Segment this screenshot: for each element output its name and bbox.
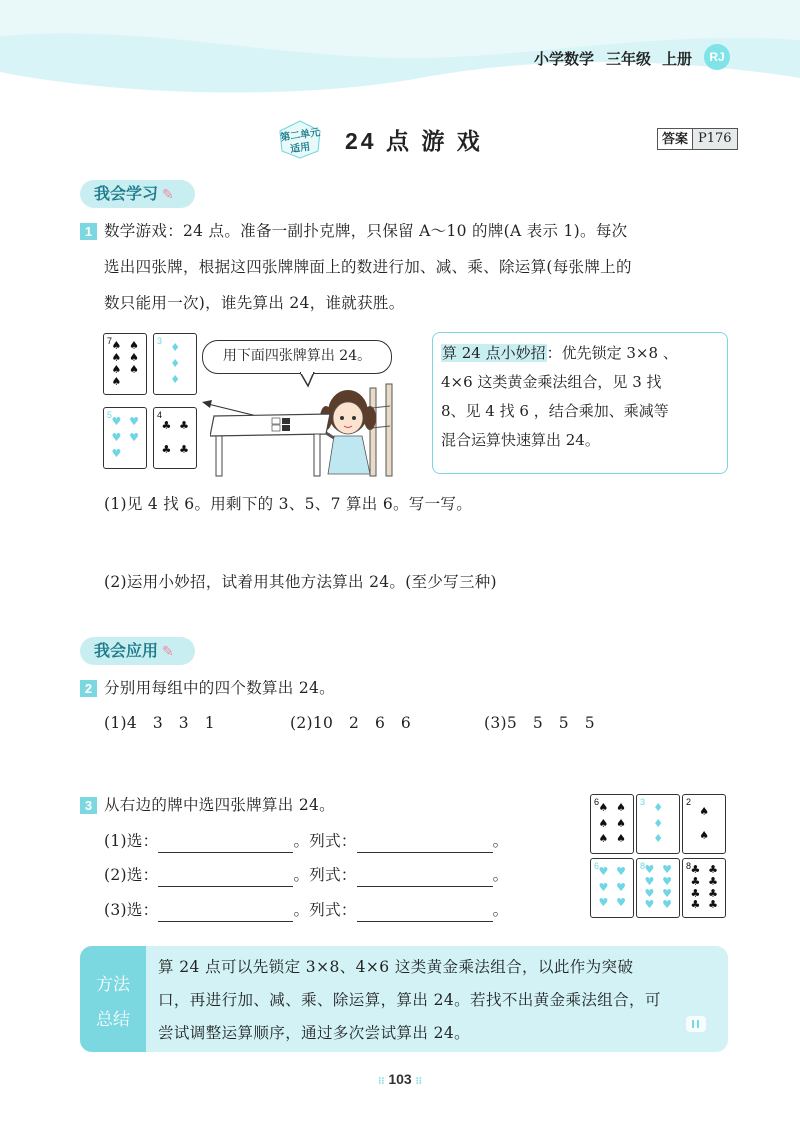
card-rank: 6 (594, 797, 600, 807)
card-rank: 8 (686, 861, 692, 871)
q3-row1-label: (1)选： (104, 832, 159, 850)
card-suit-icon: ♦ (170, 340, 181, 354)
card-suit-icon: ♣ (690, 886, 701, 900)
method-summary-text (158, 951, 722, 1050)
q2-group-3: (3)5 5 5 5 (484, 714, 595, 732)
card-rank: 3 (157, 336, 163, 346)
card-suit-icon: ♥ (598, 865, 609, 879)
playing-card (682, 858, 726, 918)
playing-card (682, 794, 726, 854)
q3-row3-end: 。 (492, 901, 509, 919)
q3-row3-label: (3)选： (104, 901, 159, 919)
pencil-icon: ✎ (162, 186, 174, 202)
question-number-1: 1 (80, 223, 97, 240)
q2-group-1: (1)4 3 3 1 (104, 714, 215, 732)
card-suit-icon: ♥ (616, 865, 626, 879)
playing-card (103, 333, 147, 395)
card-suit-icon: ♠ (616, 832, 626, 846)
section-learn (80, 180, 195, 208)
section-learn-label: 我会学习 (94, 186, 159, 203)
playing-card (103, 407, 147, 469)
card-suit-icon: ♥ (662, 886, 672, 900)
playing-card (590, 858, 634, 918)
page-number: 103 (388, 1071, 412, 1087)
card-rank: 4 (157, 410, 163, 420)
q1-sub1: (1)见 4 找 6。用剩下的 3、5、7 算出 6。写一写。 (104, 495, 472, 513)
pencil-icon: ✎ (162, 643, 174, 659)
card-suit-icon: ♣ (708, 874, 718, 888)
q3-row2-selection-field[interactable] (158, 869, 293, 887)
q2-group-2: (2)10 2 6 6 (290, 714, 412, 732)
q3-row3-formula-field[interactable] (357, 904, 493, 922)
summary-label-line2: 总结 (96, 1010, 130, 1029)
card-suit-icon: ♣ (690, 898, 701, 912)
speech-bubble: 用下面四张牌算出 24。 (202, 340, 392, 374)
q3-row2-formula-field[interactable] (357, 869, 493, 887)
card-suit-icon: ♦ (653, 832, 664, 846)
card-rank: 2 (686, 797, 692, 807)
q3-row-1 (104, 829, 508, 853)
card-suit-icon: ♦ (170, 356, 181, 370)
card-suit-icon: ♠ (129, 362, 139, 376)
q3-row1-formula-label: 。列式： (293, 832, 357, 850)
card-suit-icon: ♣ (161, 442, 172, 456)
card-suit-icon: ♦ (653, 801, 664, 815)
question-number-2: 2 (80, 680, 97, 697)
card-suit-icon: ♣ (708, 886, 718, 900)
playing-card (153, 407, 197, 469)
q3-row2-label: (2)选： (104, 866, 159, 884)
q1-text-line1: 数学游戏：24 点。准备一副扑克牌，只保留 A～10 的牌(A 表示 1)。每次 (104, 222, 628, 240)
card-suit-icon: ♣ (179, 418, 189, 432)
q3-row-2 (104, 863, 508, 887)
q1-card-group (103, 333, 203, 471)
card-suit-icon: ♣ (179, 442, 189, 456)
card-suit-icon: ♥ (644, 863, 655, 877)
card-suit-icon: ♥ (111, 430, 122, 444)
q2-prompt: 分别用每组中的四个数算出 24。 (104, 679, 335, 697)
section-apply (80, 637, 195, 665)
card-suit-icon: ♥ (644, 898, 655, 912)
card-suit-icon: ♥ (616, 896, 626, 910)
card-suit-icon: ♣ (161, 418, 172, 432)
card-suit-icon: ♣ (690, 874, 701, 888)
card-suit-icon: ♥ (598, 880, 609, 894)
q3-row3-selection-field[interactable] (158, 904, 293, 922)
card-suit-icon: ♥ (644, 874, 655, 888)
answer-reference (657, 128, 738, 150)
card-suit-icon: ♥ (616, 880, 626, 894)
card-suit-icon: ♠ (111, 374, 122, 388)
q3-card-group (590, 794, 730, 920)
card-rank: 3 (640, 797, 646, 807)
summary-line3: 尝试调整运算顺序，通过多次尝试算出 24。 (158, 1024, 471, 1042)
header-subject: 小学数学 (534, 51, 595, 68)
summary-line2: 口，再进行加、减、乘、除运算，算出 24。若找不出黄金乘法组合，可 (158, 991, 661, 1009)
method-summary-label (80, 946, 146, 1052)
card-suit-icon: ♣ (708, 863, 718, 877)
unit-seal-line2: 适用 (289, 141, 311, 156)
card-suit-icon: ♥ (644, 886, 655, 900)
q1-text-line2: 选出四张牌，根据这四张牌牌面上的数进行加、减、乘、除运算(每张牌上的 (104, 258, 632, 276)
edition-badge: RJ (704, 44, 730, 70)
card-suit-icon: ♠ (598, 801, 609, 815)
card-suit-icon: ♥ (111, 446, 122, 460)
playing-card (636, 858, 680, 918)
card-suit-icon: ♥ (662, 863, 672, 877)
answer-label: 答案 (658, 129, 692, 149)
card-suit-icon: ♠ (598, 816, 609, 830)
card-rank: 5 (107, 410, 113, 420)
unit-seal (276, 119, 324, 159)
page-title: 24 点 游 戏 (345, 128, 483, 154)
card-suit-icon: ♠ (111, 338, 122, 352)
playing-card (636, 794, 680, 854)
q3-row3-formula-label: 。列式： (293, 901, 357, 919)
card-suit-icon: ♥ (129, 414, 139, 428)
card-suit-icon: ♦ (653, 816, 664, 830)
tip-line-4: 混合运算快速算出 24。 (441, 431, 600, 449)
section-apply-label: 我会应用 (94, 643, 159, 660)
card-rank: 6 (594, 861, 600, 871)
tip-line-2: 4×6 这类黄金乘法组合，见 3 找 (441, 373, 662, 391)
card-suit-icon: ♠ (111, 350, 122, 364)
header-volume: 上册 (662, 51, 693, 68)
card-suit-icon: ♥ (598, 896, 609, 910)
card-suit-icon: ♠ (129, 338, 139, 352)
summary-label-line1: 方法 (96, 975, 130, 994)
decor-dots-left-icon: ⁝⁝ (378, 1076, 385, 1087)
unit-seal-line1: 第二单元 (279, 127, 321, 144)
card-suit-icon: ♠ (616, 801, 626, 815)
tip-line-3: 8、见 4 找 6 ，结合乘加、乘减等 (441, 402, 669, 420)
card-suit-icon: ♥ (662, 874, 672, 888)
q3-row-3 (104, 898, 508, 922)
decor-dots-right-icon: ⁝⁝ (415, 1076, 422, 1087)
card-suit-icon: ♠ (598, 832, 609, 846)
tip-title: 算 24 点小妙招 (442, 344, 546, 362)
card-suit-icon: ♠ (616, 816, 626, 830)
q3-row1-selection-field[interactable] (158, 835, 293, 853)
q3-row2-end: 。 (492, 866, 509, 884)
card-suit-icon: ♣ (708, 898, 718, 912)
question-number-3: 3 (80, 797, 97, 814)
tip-box (432, 332, 728, 474)
chat-bubble-icon (684, 1012, 710, 1038)
card-rank: 7 (107, 336, 113, 346)
q1-text-line3: 数只能用一次)，谁先算出 24，谁就获胜。 (104, 294, 405, 312)
q3-row1-formula-field[interactable] (357, 835, 493, 853)
q3-row1-end: 。 (492, 832, 509, 850)
card-suit-icon: ♣ (690, 863, 701, 877)
summary-line1: 算 24 点可以先锁定 3×8、4×6 这类黄金乘法组合，以此作为突破 (158, 958, 634, 976)
tip-line-1 (441, 339, 717, 368)
card-suit-icon: ♦ (170, 372, 181, 386)
card-suit-icon: ♥ (111, 414, 122, 428)
q3-row2-formula-label: 。列式： (293, 866, 357, 884)
card-suit-icon: ♥ (129, 430, 139, 444)
playing-card (590, 794, 634, 854)
card-suit-icon: ♥ (662, 898, 672, 912)
header-grade: 三年级 (606, 51, 652, 68)
answer-page: P176 (692, 129, 737, 149)
card-suit-icon: ♠ (699, 805, 710, 819)
card-rank: 8 (640, 861, 646, 871)
card-suit-icon: ♠ (699, 828, 710, 842)
girl-at-table-illustration (210, 378, 400, 478)
playing-card (153, 333, 197, 395)
page-number-wrapper (372, 1071, 428, 1087)
q3-prompt: 从右边的牌中选四张牌算出 24。 (104, 796, 335, 814)
card-suit-icon: ♠ (111, 362, 122, 376)
card-suit-icon: ♠ (129, 350, 139, 364)
tip-line1-text: ：优先锁定 3×8 、 (546, 344, 678, 362)
q1-sub2: (2)运用小妙招，试着用其他方法算出 24。(至少写三种) (104, 573, 497, 591)
